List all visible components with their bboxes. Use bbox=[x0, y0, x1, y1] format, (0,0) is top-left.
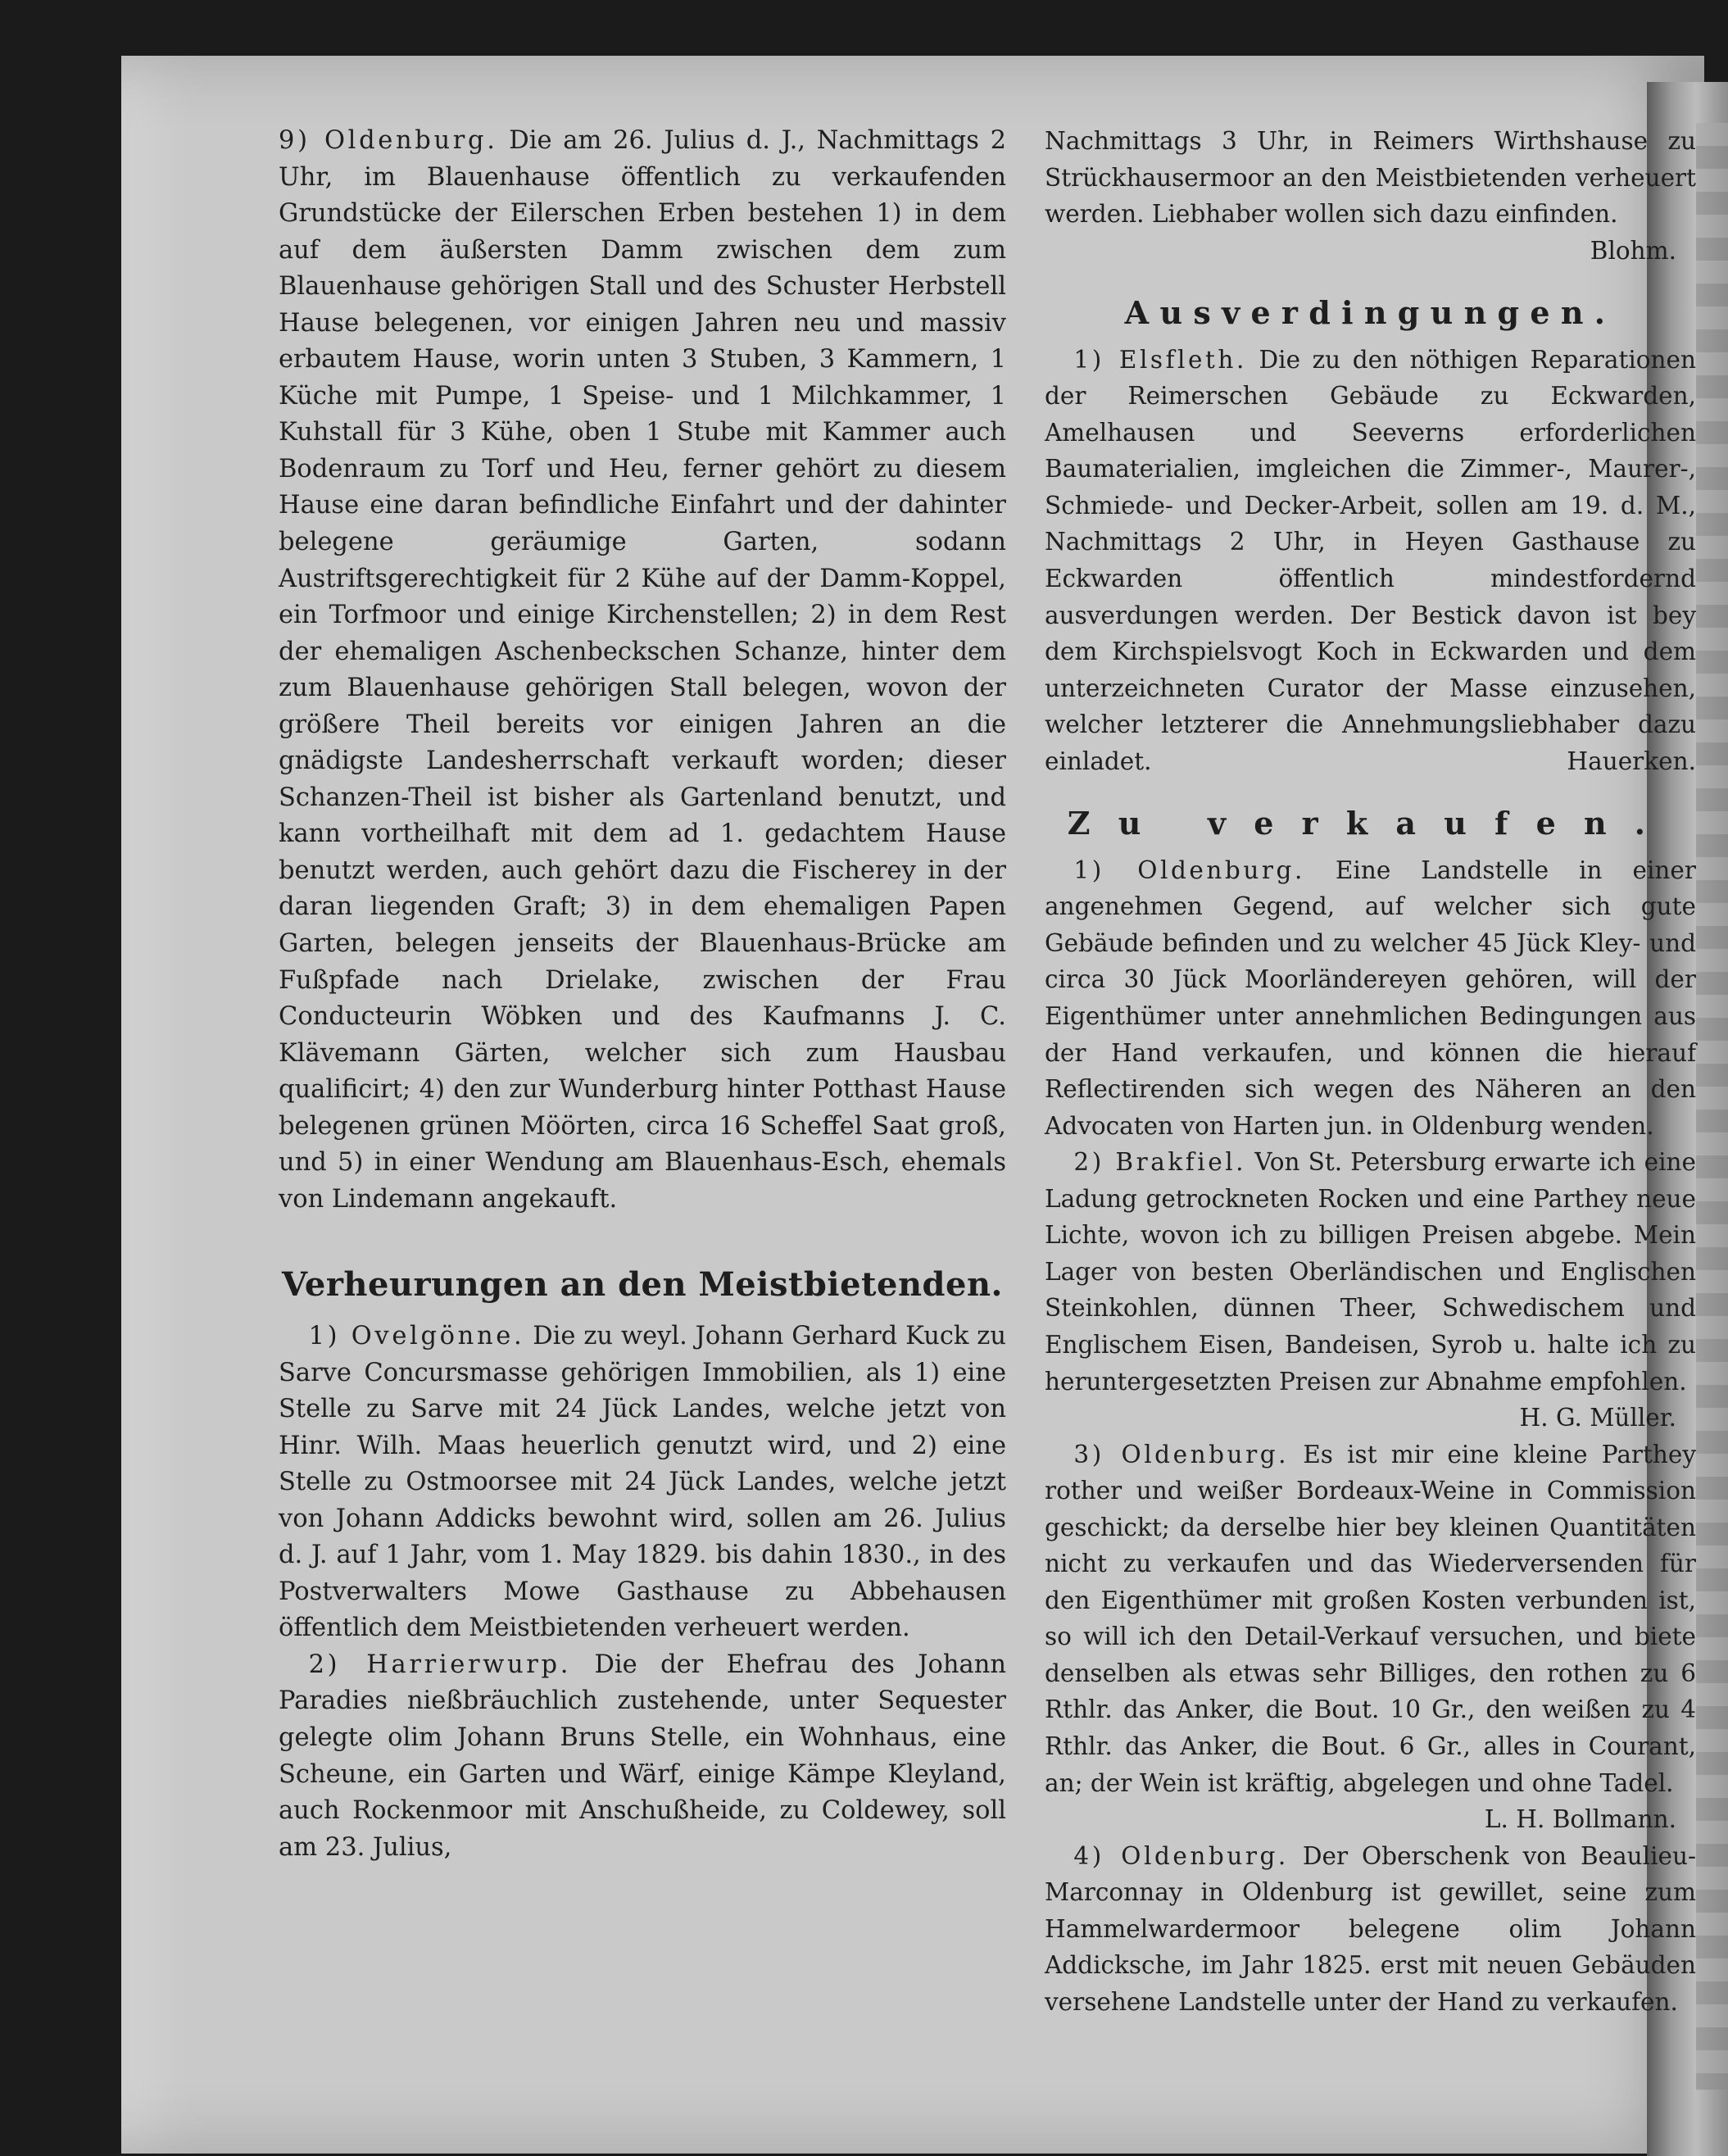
next-page-edge bbox=[1696, 123, 1728, 2090]
notice-text: Die zu weyl. Johann Gerhard Kuck zu Sarve Concursmasse gehörigen Immobilien, als 1) eine Stelle zu Sarve mit 24 Jück Landes, welche jetzt von Hinr. Wilh. Maas heuerlich genutzt wird, und 2) eine Stelle zu Ostmoorsee mit 24 Jück Landes, welche jetzt von Johann Addicks bewohnt wird, sollen am 26. Julius d. J. auf 1 Jahr, vom 1. May 1829. bis dahin 1830., in des Postverwalters Mowe Gasthause zu Abbehausen öffentlich dem Meistbietenden verheuert werden. bbox=[279, 1321, 1006, 1643]
left-column bbox=[279, 123, 1006, 1866]
notice-place: 9) Oldenburg. bbox=[279, 126, 498, 155]
notice-place: 1) Ovelgönne. bbox=[308, 1321, 525, 1350]
notice-oldenburg-v3 bbox=[1045, 1437, 1696, 1801]
notice-text: Die am 26. Julius d. J., Nachmittags 2 Uhr, im Blauenhause öffentlich zu verkaufenden Grundstücke der Eilerschen Erben bestehen 1) in dem auf dem äußersten Damm zwischen dem zum Blauenhause gehörigen Stall und des Schuster Herbstell Hause belegenen, vor einigen Jahren neu und massiv erbautem Hause, worin unten 3 Stuben, 3 Kammern, 1 Küche mit Pumpe, 1 Speise- und 1 Milchkammer, 1 Kuhstall für 3 Kühe, oben 1 Stube mit Kammer auch Bodenraum zu Torf und Heu, ferner gehört zu diesem Hause eine daran befindliche Einfahrt und der dahinter belegene geräumige Garten, sodann Austriftsgerechtigkeit für 2 Kühe auf der Damm-Koppel, ein Torfmoor und einige Kirchenstellen; 2) in dem Rest der ehemaligen Aschenbeckschen Schanze, hinter dem zum Blauenhause gehörigen Stall belegen, wovon der größere Theil bereits vor einigen Jahren an die gnädigste Landesherrschaft verkauft worden; dieser Schanzen-Theil ist bisher als Gartenland benutzt, und kann vortheilhaft mit dem ad 1. gedachtem Hause benutzt werden, auch gehört dazu die Fischerey in der daran liegenden Graft; 3) in dem ehemaligen Papen Garten, belegen jenseits der Blauenhaus-Brücke am Fußpfade nach Drielake, zwischen der Frau Conducteurin Wöbken und des Kaufmanns J. C. Klävemann Gärten, welcher sich zum Hausbau qualificirt; 4) den zur Wunderburg hinter Potthast Hause belegenen grünen Möörten, circa 16 Scheffel Saat groß, und 5) in einer Wendung am Blauenhaus-Esch, ehemals von Lindemann angekauft. bbox=[279, 126, 1006, 1214]
notice-text: Von St. Petersburg erwarte ich eine Ladung getrockneten Rocken und eine Parthey neue Lichte, wovon ich zu billigen Preisen abgebe. Mein Lager von besten Oberländischen und Englischen Steinkohlen, dünnen Theer, Schwedischem und Englischem Eisen, Bandeisen, Syrob u. halte ich zu heruntergesetzten Preisen zur Abnahme empfohlen. bbox=[1045, 1148, 1696, 1396]
notice-place: 2) Brakfiel. bbox=[1073, 1148, 1247, 1177]
notice-place: 4) Oldenburg. bbox=[1073, 1841, 1289, 1870]
notice-text: Eine Landstelle in einer angenehmen Gegend, auf welcher sich gute Gebäude befinden und zu welcher 45 Jück Kley- und circa 30 Jück Moorländereyen gehören, will der Eigenthümer unter annehmlichen Bedingungen aus der Hand verkaufen, und können die hierauf Reflectirenden sich wegen des Näheren an den Advocaten von Harten jun. in Oldenburg wenden. bbox=[1045, 856, 1696, 1140]
notice-ovelgoenne bbox=[279, 1319, 1006, 1647]
notice-harrierwurp bbox=[279, 1647, 1006, 1866]
notice-place: 2) Harrierwurp. bbox=[308, 1650, 572, 1679]
signature: Blohm. bbox=[1590, 236, 1676, 265]
notice-text: Der Oberschenk von Beaulieu-Marconnay in Oldenburg ist gewillet, seine zum Hammelwardermoor belegene olim Johann Addicksche, im Jahr 1825. erst mit neuen Gebäuden versehene Landstelle unter der Hand zu verkaufen. bbox=[1045, 1841, 1696, 2016]
notice-text: Die der Ehefrau des Johann Paradies nießbräuchlich zustehende, unter Sequester gelegte olim Johann Bruns Stelle, ein Wohnhaus, eine Scheune, ein Garten und Wärf, einige Kämpe Kleyland, auch Rockenmoor mit Anschußheide, zu Coldewey, soll am 23. Julius, bbox=[279, 1650, 1006, 1862]
notice-elsfleth bbox=[1045, 342, 1696, 780]
right-column bbox=[1045, 123, 1696, 2020]
notice-place: 3) Oldenburg. bbox=[1073, 1440, 1290, 1468]
signature: H. G. Müller. bbox=[1519, 1404, 1676, 1432]
signature: Hauerken. bbox=[1567, 747, 1696, 775]
notice-place: 1) Elsfleth. bbox=[1073, 345, 1247, 374]
notice-continuation: Nachmittags 3 Uhr, in Reimers Wirthshause zu Strückhausermoor an den Meistbietenden verheuert werden. Liebhaber wollen sich dazu einfinden. bbox=[1045, 127, 1696, 229]
signature: L. H. Bollmann. bbox=[1484, 1805, 1676, 1834]
notice-oldenburg-v4 bbox=[1045, 1838, 1696, 2021]
notice-text: Die zu den nöthigen Reparationen der Reimerschen Gebäude zu Eckwarden, Amelhausen und Seeverns erforderlichen Baumaterialien, imgleichen die Zimmer-, Maurer-, Schmiede- und Decker-Arbeit, sollen am 19. d. M., Nachmittags 2 Uhr, in Heyen Gasthause zu Eckwarden öffentlich mindestfordernd ausverdungen werden. Der Bestick davon ist bey dem Kirchspielsvogt Koch in Eckwarden und dem unterzeichneten Curator der Masse einzusehen, welcher letzterer die Annehmungsliebhaber dazu einladet. bbox=[1045, 345, 1696, 775]
section-heading-ausverdingungen: Ausverdingungen. bbox=[1124, 294, 1617, 332]
notice-text: Es ist mir eine kleine Parthey rother und weißer Bordeaux-Weine in Commission geschickt; da derselbe hier bey kleinen Quantitäten nicht zu verkaufen und das Wiederversenden für den Eigenthümer mit großen Kosten verbunden ist, so will ich den Detail-Verkauf versuchen, und biete denselben als etwas sehr Billiges, den rothen zu 6 Rthlr. das Anker, die Bout. 10 Gr., den weißen zu 4 Rthlr. das Anker, die Bout. 6 Gr., alles in Courant, an; der Wein ist kräftig, abgelegen und ohne Tadel. bbox=[1045, 1440, 1696, 1797]
section-heading-zu-verkaufen: Zu verkaufen. bbox=[1067, 805, 1674, 842]
notice-brakfiel bbox=[1045, 1144, 1696, 1400]
notice-oldenburg-9 bbox=[279, 123, 1006, 1218]
notice-place: 1) Oldenburg. bbox=[1073, 856, 1305, 884]
section-heading-verheurungen: Verheurungen an den Meistbietenden. bbox=[282, 1265, 1003, 1305]
notice-oldenburg-v1 bbox=[1045, 852, 1696, 1144]
